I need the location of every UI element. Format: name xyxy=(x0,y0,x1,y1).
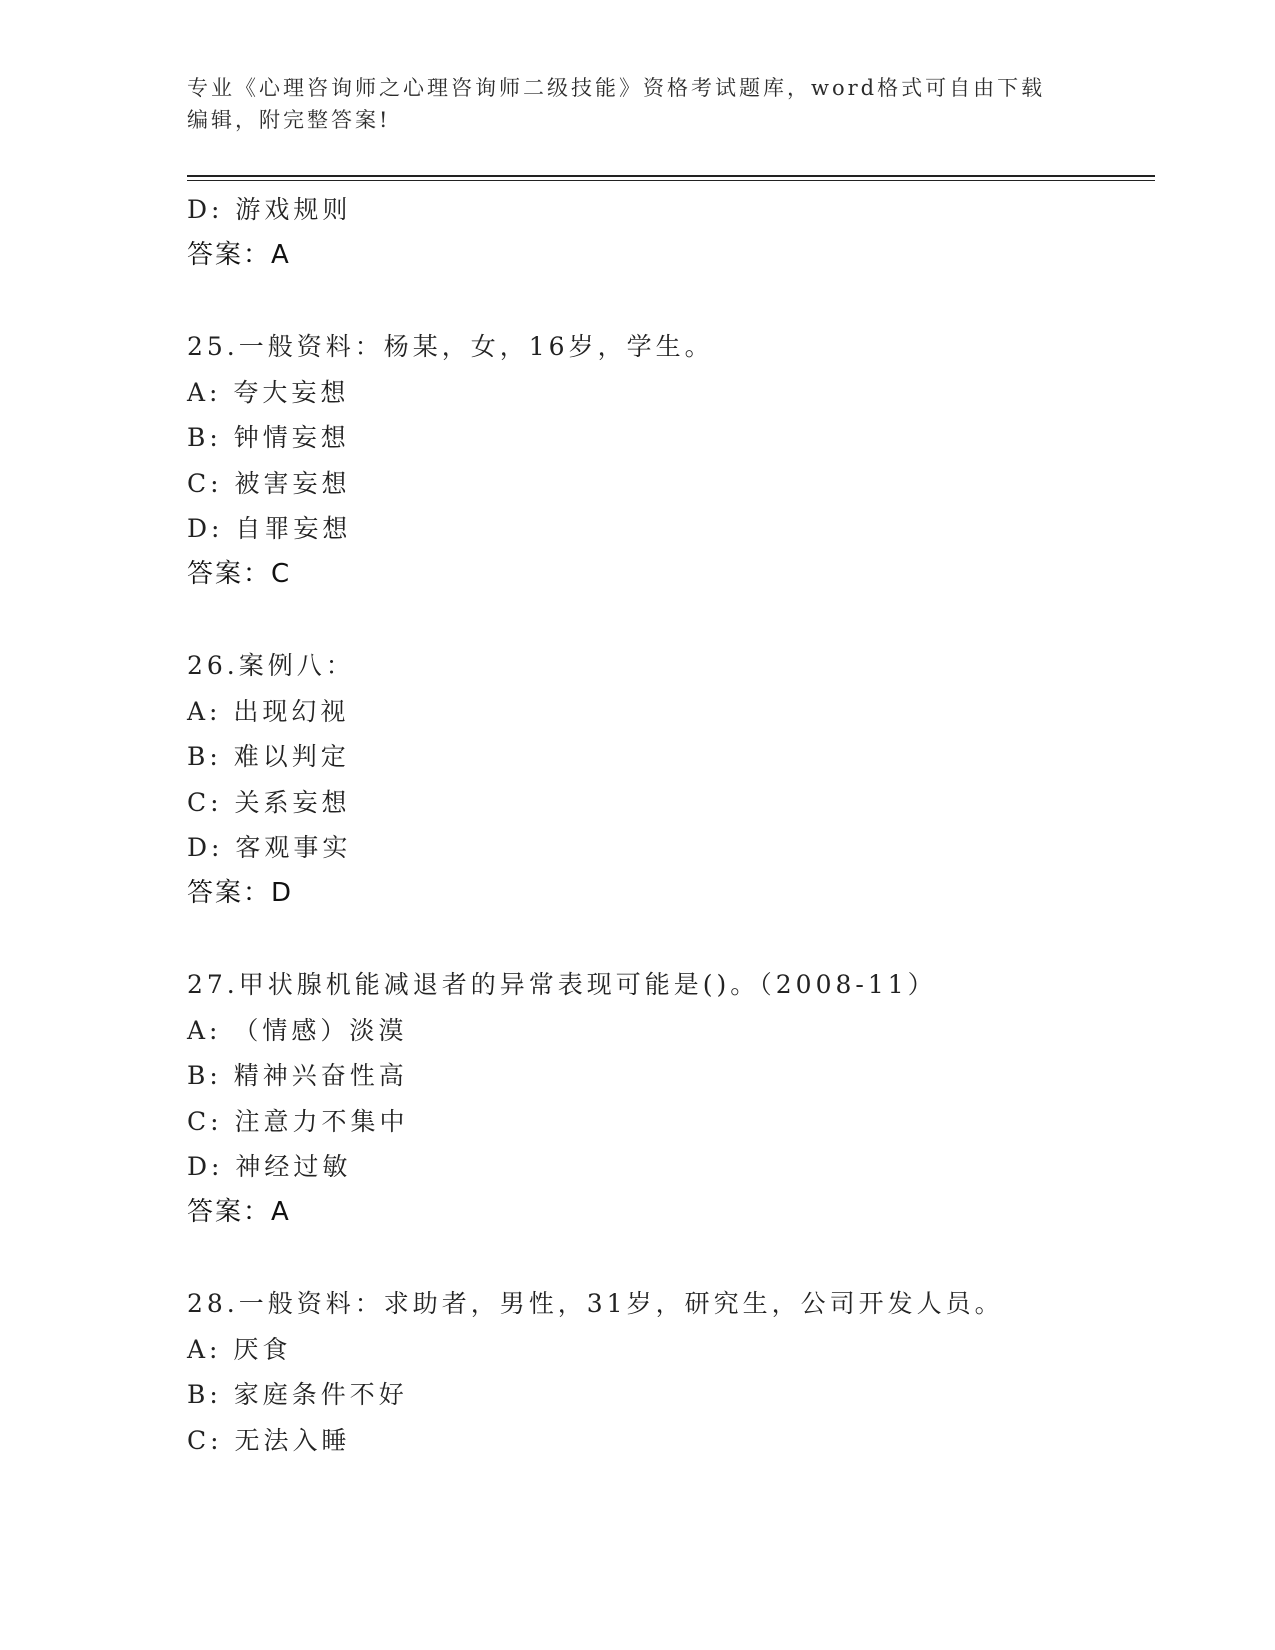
question-stem: 28.一般资料：求助者，男性，31岁，研究生，公司开发人员。 xyxy=(187,1289,1004,1318)
option-d: D: 客观事实 xyxy=(187,833,352,862)
question-stem: 25.一般资料：杨某，女，16岁，学生。 xyxy=(187,332,714,361)
spacer xyxy=(187,597,1147,643)
question-list xyxy=(187,187,1147,1463)
question-stem: 27.甲状腺机能减退者的异常表现可能是()。（2008-11） xyxy=(187,970,937,999)
prev-option-d: D: 游戏规则 xyxy=(187,195,352,224)
header-rule-thin xyxy=(187,180,1155,181)
option-b: B: 难以判定 xyxy=(187,742,350,771)
option-b: B: 精神兴奋性高 xyxy=(187,1061,408,1090)
option-b: B: 家庭条件不好 xyxy=(187,1380,408,1409)
option-c: C: 关系妄想 xyxy=(187,787,351,817)
answer: 答案：C xyxy=(187,558,292,589)
question-28 xyxy=(187,1281,1147,1463)
header-rule-thick xyxy=(187,175,1155,177)
spacer xyxy=(187,278,1147,324)
question-26 xyxy=(187,643,1147,916)
spacer xyxy=(187,916,1147,962)
option-d: D: 自罪妄想 xyxy=(187,514,352,543)
header-line-1: 专业《心理咨询师之心理咨询师二级技能》资格考试题库，word格式可自由下载 xyxy=(187,76,1046,100)
option-d: D: 神经过敏 xyxy=(187,1152,352,1181)
answer: 答案：A xyxy=(187,1196,291,1227)
question-25 xyxy=(187,324,1147,597)
option-b: B: 钟情妄想 xyxy=(187,423,350,452)
header-line-2: 编辑，附完整答案! xyxy=(187,108,391,132)
option-a: A: 厌食 xyxy=(187,1334,292,1364)
option-c: C: 注意力不集中 xyxy=(187,1106,409,1136)
option-a: A: 出现幻视 xyxy=(187,696,350,726)
question-stem: 26.案例八： xyxy=(187,651,355,680)
option-a: A: （情感）淡漠 xyxy=(187,1015,408,1045)
spacer xyxy=(187,1235,1147,1281)
answer: 答案：D xyxy=(187,877,294,908)
option-a: A: 夸大妄想 xyxy=(187,377,350,407)
option-c: C: 无法入睡 xyxy=(187,1425,351,1455)
document-header xyxy=(187,72,1067,136)
option-c: C: 被害妄想 xyxy=(187,468,351,498)
question-27 xyxy=(187,962,1147,1235)
prev-answer: 答案：A xyxy=(187,239,291,270)
